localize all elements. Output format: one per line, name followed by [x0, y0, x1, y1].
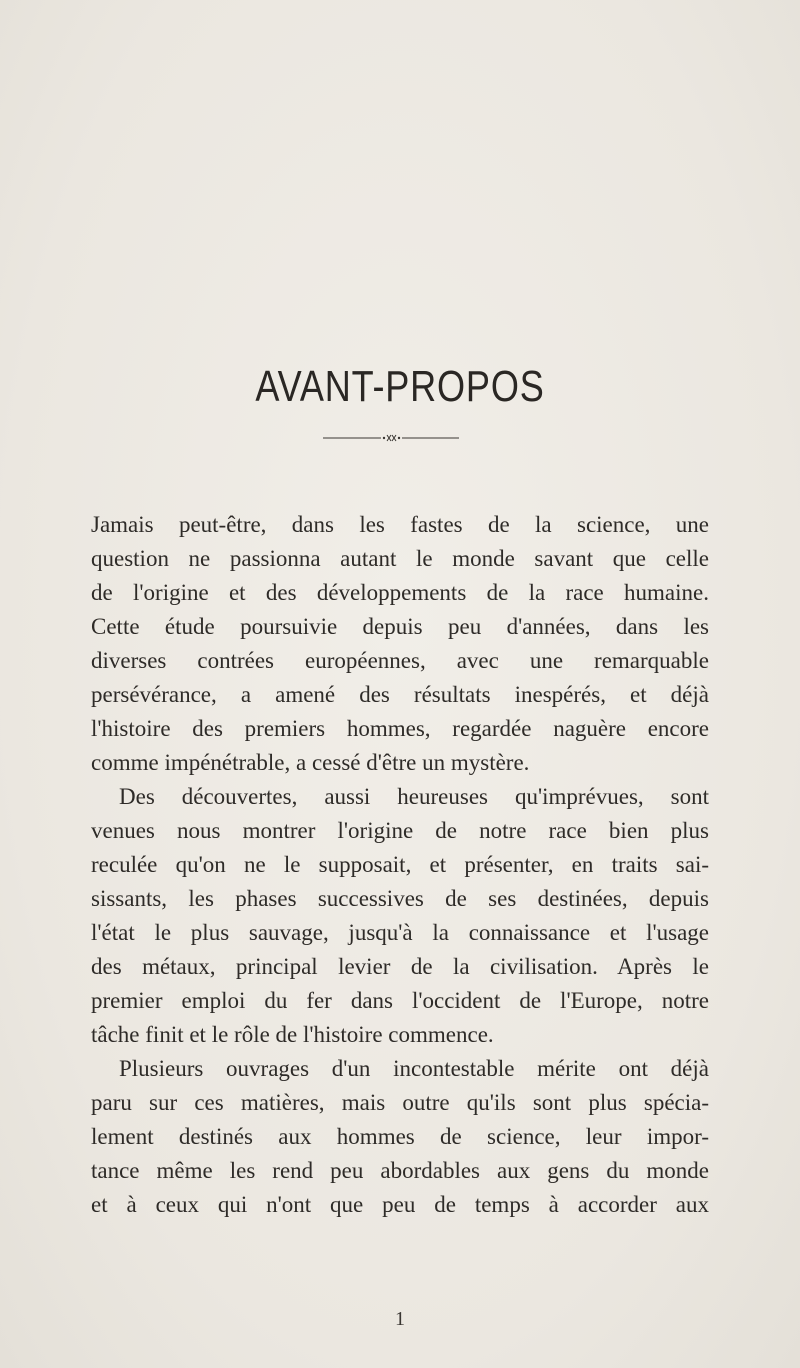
text-line: question ne passionna autant le monde savant que celle [91, 546, 709, 571]
page-title: AVANT-PROPOS [255, 362, 545, 411]
text-line: Plusieurs ouvrages d'un incontestable mérite ont déjà [119, 1056, 709, 1081]
text-line: et à ceux qui n'ont que peu de temps à accorder aux [91, 1192, 709, 1217]
text-line: Des découvertes, aussi heureuses qu'imprévues, sont [119, 784, 709, 809]
text-line: comme impénétrable, a cessé d'être un mystère. [91, 750, 530, 775]
text-line: persévérance, a amené des résultats inespérés, et déjà [91, 682, 709, 707]
text-line: des métaux, principal levier de la civilisation. Après le [91, 954, 709, 979]
text-line: tance même les rend peu abordables aux gens du monde [91, 1158, 709, 1183]
page-number: 1 [395, 1308, 405, 1330]
text-line: sissants, les phases successives de ses destinées, depuis [91, 886, 709, 911]
text-line: premier emploi du fer dans l'occident de l'Europe, notre [91, 988, 709, 1013]
text-line: l'histoire des premiers hommes, regardée naguère encore [91, 716, 709, 741]
ornament-divider [323, 434, 459, 442]
text-line: diverses contrées européennes, avec une remarquable [91, 648, 709, 673]
text-line: venues nous montrer l'origine de notre race bien plus [91, 818, 709, 843]
text-line: paru sur ces matières, mais outre qu'ils sont plus spécia- [91, 1090, 709, 1115]
text-line: de l'origine et des développements de la race humaine. [91, 580, 709, 605]
body-text [91, 508, 709, 1222]
text-line: Jamais peut-être, dans les fastes de la science, une [91, 512, 709, 537]
text-line: Cette étude poursuivie depuis peu d'années, dans les [91, 614, 709, 639]
text-line: reculée qu'on ne le supposait, et présenter, en traits sai- [91, 852, 709, 877]
text-line: tâche finit et le rôle de l'histoire commence. [91, 1022, 494, 1047]
text-line: lement destinés aux hommes de science, leur impor- [91, 1124, 709, 1149]
text-line: l'état le plus sauvage, jusqu'à la connaissance et l'usage [91, 920, 709, 945]
